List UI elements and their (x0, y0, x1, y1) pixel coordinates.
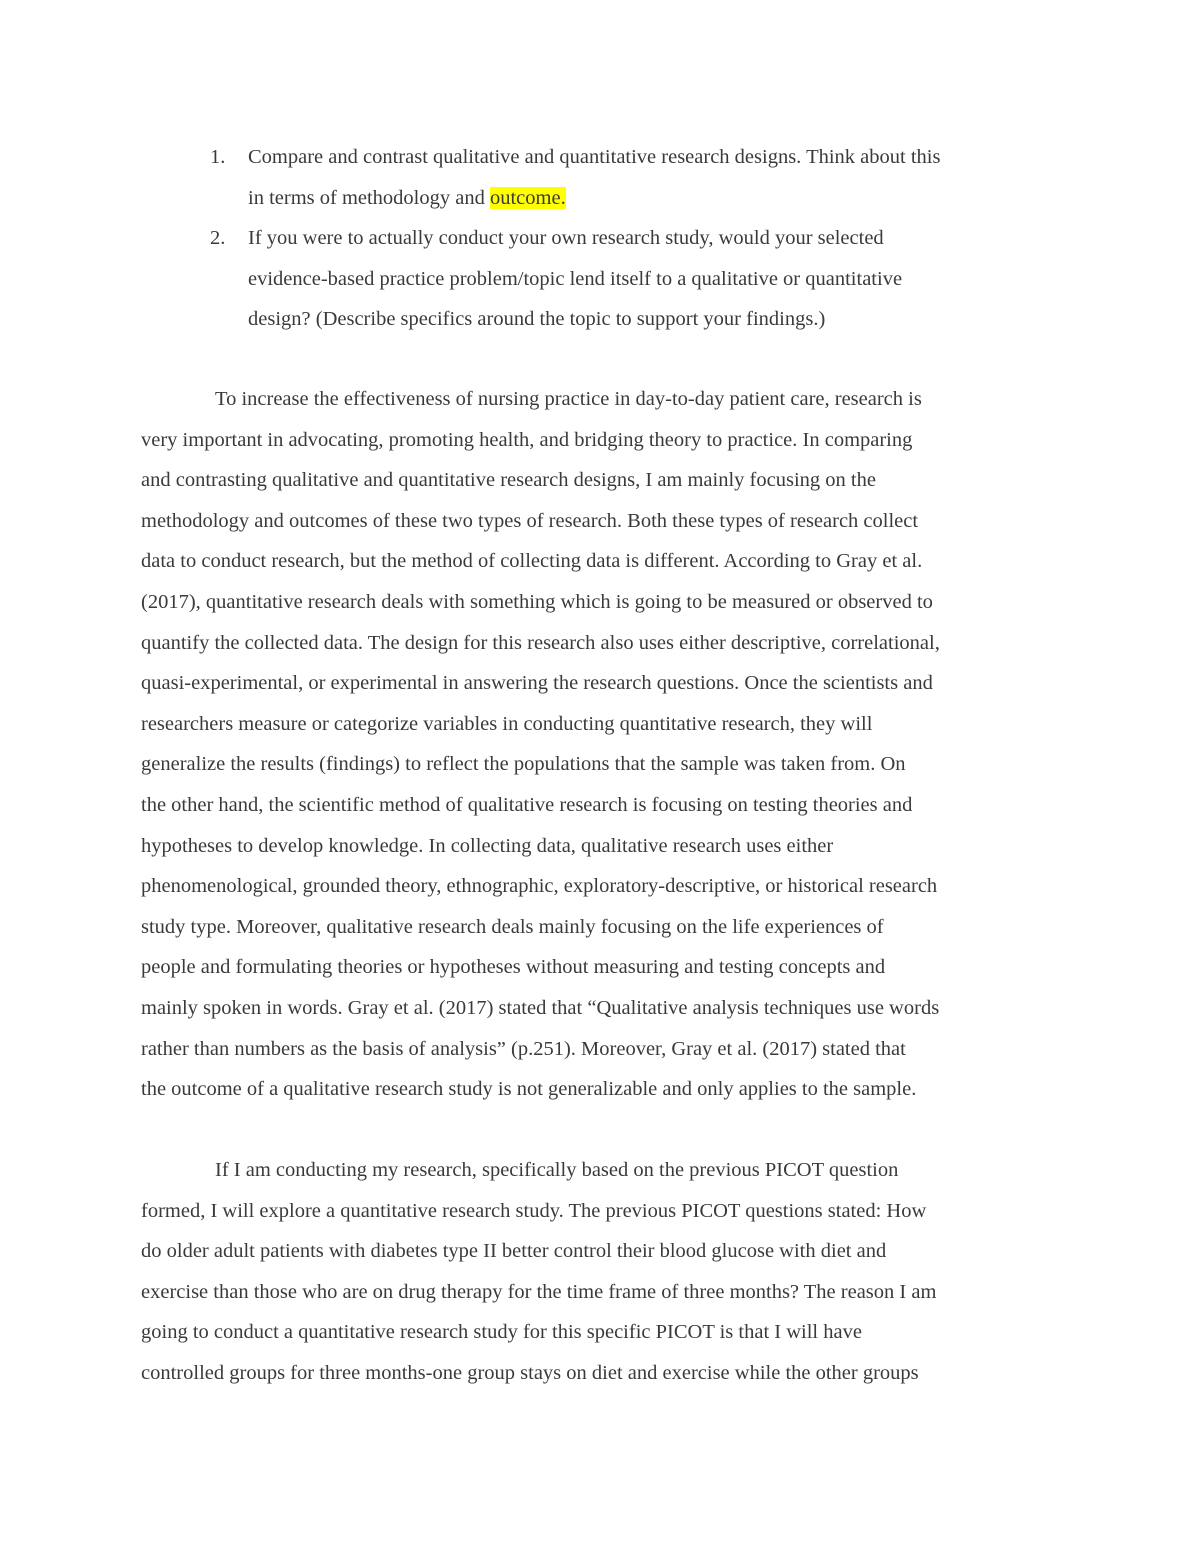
question-text: Compare and contrast qualitative and quantitative research designs. Think about this in terms of methodology and (248, 146, 941, 209)
question-text: If you were to actually conduct your own research study, would your selected evidence-based practice problem/topic lend itself to a qualitative or quantitative design? (Describe specifics around the topic to support your findings.) (248, 227, 903, 331)
question-list (210, 137, 1090, 340)
body-paragraph: To increase the effectiveness of nursing practice in day-to-day patient care, research is very important in advocating, promoting health, and bridging theory to practice. In comparing and contrasting qualitative and quantitative research designs, I am mainly focusing on the methodology and outcomes of these two types of research. Both these types of research collect data to conduct research, but the method of collecting data is different. According to Gray et al. (2017), quantitative research deals with something which is going to be measured or observed to quantify the collected data. The design for this research also uses either descriptive, correlational, quasi-experimental, or experimental in answering the research questions. Once the scientists and researchers measure or categorize variables in conducting quantitative research, they will generalize the results (findings) to reflect the populations that the sample was taken from. On the other hand, the scientific method of qualitative research is focusing on testing theories and hypotheses to develop knowledge. In collecting data, qualitative research uses either phenomenological, grounded theory, ethnographic, exploratory-descriptive, or historical research study type. Moreover, qualitative research deals mainly focusing on the life experiences of people and formulating theories or hypotheses without measuring and testing concepts and mainly spoken in words. Gray et al. (2017) stated that “Qualitative analysis techniques use words rather than numbers as the basis of analysis” (p.251). Moreover, Gray et al. (2017) stated that the outcome of a qualitative research study is not generalizable and only applies to the sample. (141, 388, 940, 1101)
question-item (210, 137, 1090, 218)
highlighted-text: outcome. (489, 186, 566, 209)
body-paragraph: If I am conducting my research, specifically based on the previous PICOT question formed, I will explore a quantitative research study. The previous PICOT questions stated: How do older adult patients with diabetes type II better control their blood glucose with diet and exercise than those who are on drug therapy for the time frame of three months? The reason I am going to conduct a quantitative research study for this specific PICOT is that I will have controlled groups for three months-one group stays on diet and exercise while the other groups (141, 1159, 937, 1384)
question-item (210, 218, 1090, 340)
question-number: 1. (210, 146, 226, 168)
question-number: 2. (210, 227, 226, 250)
